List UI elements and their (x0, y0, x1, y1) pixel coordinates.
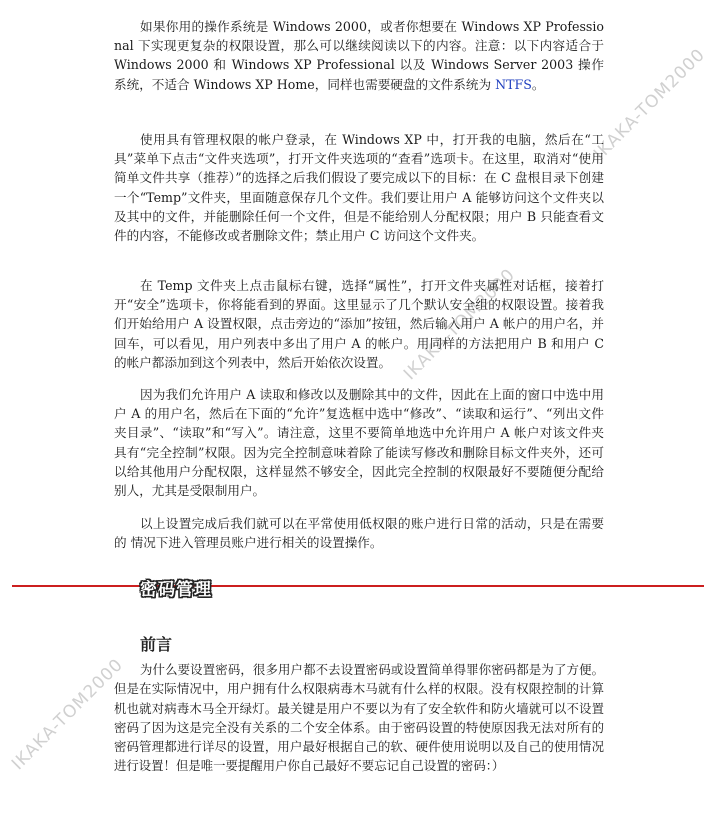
watermark: IKAKA-TOM2000 (590, 44, 710, 165)
section-badge-password-management: 密码管理 (140, 580, 212, 600)
paragraph-os-requirements (114, 17, 604, 94)
paragraph-security-tab: 在 Temp 文件夹上点击鼠标右键，选择“属性”，打开文件夹属性对话框，接着打开“安全”选项卡，你将能看到的界面。这里显示了几个默认安全组的权限设置。接着我们开始给用户 A 设置权限，点击旁边的“添加”按钮，然后输入用户 A 帐户的用户名，并回车，可以看见，用户列表中多出了用户 A 的帐户。用同样的方法把用户 B 和用户 C 的帐户都添加到这个列表中，然后开始依次设置。 (114, 278, 604, 370)
ntfs-link[interactable]: NTFS (495, 76, 532, 92)
paragraph-summary: 以上设置完成后我们就可以在平常使用低权限的账户进行日常的活动，只是在需要的 情况下进入管理员账户进行相关的设置操作。 (114, 516, 604, 551)
paragraph-text: 如果你用的操作系统是 Windows 2000，或者你想要在 Windows XP Professional 下实现更复杂的权限设置，那么可以继续阅读以下的内容。注意：以下内容适合于 Windows 2000 和 Windows XP Professional 以及 Windows Server 2003 操作系统，不适合 Windows XP Home，同样也需要硬盘的文件系统为 (114, 19, 604, 92)
watermark: IKAKA-TOM2000 (400, 264, 520, 385)
watermark: IKAKA-TOM2000 (8, 654, 128, 775)
section-divider (12, 585, 704, 587)
paragraph-password-intro: 为什么要设置密码，很多用户都不去设置密码或设置简单得罪你密码都是为了方便。但是在实际情况中，用户拥有什么权限病毒木马就有什么样的权限。没有权限控制的计算机也就对病毒木马全开绿灯。最关键是用户不要以为有了安全软件和防火墙就可以不设置密码了因为这是完全没有关系的二个安全体系。由于密码设置的特使原因我无法对所有的密码管理都进行详尽的设置，用户最好根据自己的软、硬件使用说明以及自己的使用情况进行设置！但是唯一要提醒用户你自己最好不要忘记自己设置的密码：） (114, 662, 604, 774)
paragraph-user-a-permissions: 因为我们允许用户 A 读取和修改以及删除其中的文件，因此在上面的窗口中选中用户 A 的用户名，然后在下面的“允许”复选框中选中“修改”、“读取和运行”、“列出文件夹目录”、“读取”和“写入”。请注意，这里不要简单地选中允许用户 A 帐户对该文件夹具有“完全控制”权限。因为完全控制意味着除了能读写修改和删除目标文件夹外，还可以给其他用户分配权限，这样显然不够安全，因此完全控制的权限最好不要随便分配给别人，尤其是受限制用户。 (114, 387, 604, 499)
section-heading-preface: 前言 (140, 635, 173, 654)
paragraph-folder-options: 使用具有管理权限的帐户登录，在 Windows XP 中，打开我的电脑，然后在“工具”菜单下点击“文件夹选项”，打开文件夹选项的“查看”选项卡。在这里，取消对“使用简单文件共享（推荐）”的选择之后我们假设了要完成以下的目标：在 C 盘根目录下创建一个“Temp”文件夹，里面随意保存几个文件。我们要让用户 A 能够访问这个文件夹以及其中的文件，并能删除任何一个文件，但是不能给别人分配权限；用户 B 只能查看文件的内容，不能修改或者删除文件；禁止用户 C 访问这个文件夹。 (114, 132, 604, 244)
paragraph-end: 。 (531, 76, 545, 92)
